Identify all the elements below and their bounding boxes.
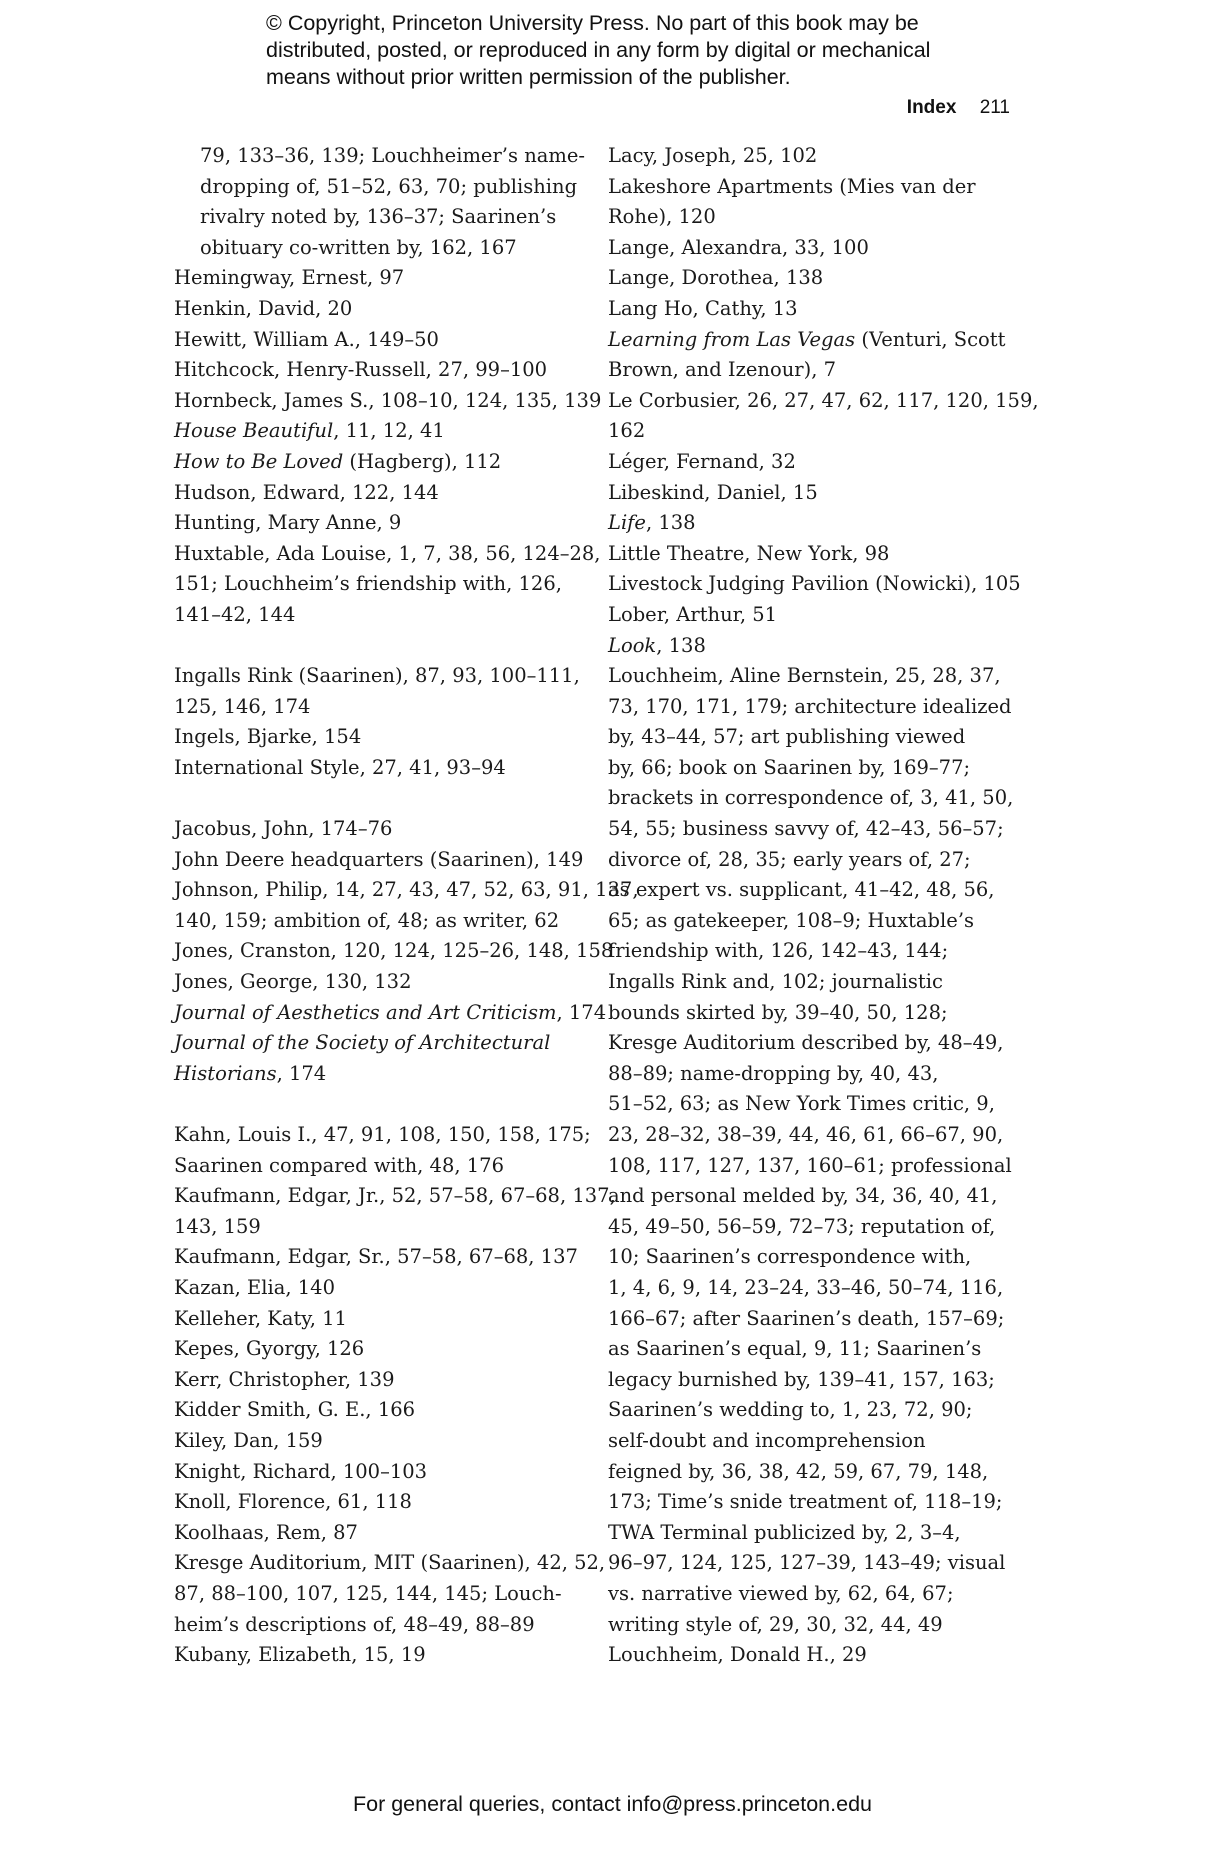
index-entry	[174, 1518, 594, 1549]
index-entry	[174, 1181, 616, 1242]
index-entry-line: Hewitt, William A., 149–50	[174, 327, 439, 351]
index-entry	[608, 386, 1048, 447]
index-entry-line: bounds skirted by, 39–40, 50, 128;	[608, 1000, 948, 1024]
index-entry	[174, 936, 614, 967]
copyright-line: distributed, posted, or reproduced in any form by digital or mechanical	[266, 38, 931, 62]
italic-title: Journal of Aesthetics and Art Criticism	[174, 1000, 557, 1024]
page-number: 211	[979, 97, 1010, 118]
index-entry	[174, 845, 594, 876]
index-entry	[174, 294, 594, 325]
index-entry	[608, 539, 1048, 570]
index-entry	[174, 263, 594, 294]
index-entry-line: 140, 159; ambition of, 48; as writer, 62	[174, 908, 560, 932]
index-entry-line: Kresge Auditorium, MIT (Saarinen), 42, 52,	[174, 1551, 606, 1575]
index-entry-line: Ingalls Rink (Saarinen), 87, 93, 100–111,	[174, 664, 580, 688]
index-entry-line: Kaufmann, Edgar, Sr., 57–58, 67–68, 137	[174, 1245, 578, 1269]
index-entry-line: divorce of, 28, 35; early years of, 27;	[608, 847, 971, 871]
index-entry-line: Livestock Judging Pavilion (Nowicki), 105	[608, 572, 1021, 596]
italic-title: How to Be Loved	[174, 449, 344, 473]
index-entry-line: Jones, George, 130, 132	[174, 970, 412, 994]
index-entry	[174, 1426, 594, 1457]
index-entry-line: Koolhaas, Rem, 87	[174, 1520, 358, 1544]
copyright-notice	[266, 10, 1006, 91]
index-entry-line: feigned by, 36, 38, 42, 59, 67, 79, 148,	[608, 1459, 989, 1483]
index-entry-line: Hitchcock, Henry-Russell, 27, 99–100	[174, 358, 548, 382]
index-entry-line: Louchheim, Donald H., 29	[608, 1643, 867, 1667]
index-entry-line: friendship with, 126, 142–43, 144;	[608, 939, 949, 963]
italic-title: Look	[608, 633, 657, 657]
index-column-right	[608, 141, 1048, 1671]
index-entry	[608, 1640, 1048, 1671]
letter-section-gap	[174, 1089, 594, 1120]
index-entry-line: by, 43–44, 57; art publishing viewed	[608, 725, 966, 749]
index-entry-line: Little Theatre, New York, 98	[608, 541, 890, 565]
index-entry	[174, 447, 594, 478]
index-entry-line: 88–89; name-dropping by, 40, 43,	[608, 1061, 939, 1085]
running-head-label: Index	[906, 97, 957, 118]
index-entry	[174, 1365, 594, 1396]
index-entry	[174, 722, 594, 753]
index-entry	[174, 1334, 594, 1365]
index-entry-line: Kiley, Dan, 159	[174, 1428, 323, 1452]
index-entry-line: obituary co-written by, 162, 167	[200, 235, 517, 259]
index-entry-line: Rohe), 120	[608, 205, 716, 229]
index-entry-line: Le Corbusier, 26, 27, 47, 62, 117, 120, 159,	[608, 388, 1039, 412]
index-entry	[174, 661, 594, 722]
index-entry-line: Henkin, David, 20	[174, 296, 353, 320]
index-entry-line: brackets in correspondence of, 3, 41, 50,	[608, 786, 1014, 810]
index-entry-line: Kelleher, Katy, 11	[174, 1306, 347, 1330]
index-entry-line: 87, 88–100, 107, 125, 144, 145; Louch-	[174, 1581, 562, 1605]
index-entry-line: Brown, and Izenour), 7	[608, 358, 837, 382]
italic-title: House Beautiful	[174, 419, 334, 443]
index-entry-line: Johnson, Philip, 14, 27, 43, 47, 52, 63, 91, 137,	[174, 878, 639, 902]
index-entry-line: 79, 133–36, 139; Louchheimer’s name-	[200, 144, 586, 167]
index-entry-line: Lacy, Joseph, 25, 102	[608, 144, 818, 167]
index-entry-line: Hemingway, Ernest, 97	[174, 266, 405, 290]
copyright-line: means without prior written permission of the publisher.	[266, 65, 791, 89]
index-entry	[174, 478, 594, 509]
index-entry	[174, 416, 594, 447]
index-entry-line: Kresge Auditorium described by, 48–49,	[608, 1031, 1004, 1055]
index-entry-line: Lange, Dorothea, 138	[608, 266, 824, 290]
index-entry-line: Kubany, Elizabeth, 15, 19	[174, 1643, 426, 1667]
index-entry: Journal of the Society of Architectural Historians, 174	[174, 1028, 594, 1089]
index-entry-line: 96–97, 124, 125, 127–39, 143–49; visual	[608, 1551, 1006, 1575]
italic-title: Journal of the Society of Architectural	[174, 1031, 551, 1055]
index-entry-line: TWA Terminal publicized by, 2, 3–4,	[608, 1520, 961, 1544]
index-entry	[174, 967, 594, 998]
index-entry-line: Knoll, Florence, 61, 118	[174, 1490, 412, 1514]
index-entry-line: dropping of, 51–52, 63, 70; publishing	[200, 174, 578, 198]
index-entry-line: 10; Saarinen’s correspondence with,	[608, 1245, 972, 1269]
index-entry-line: Ingalls Rink and, 102; journalistic	[608, 970, 943, 994]
index-entry-line: 143, 159	[174, 1214, 261, 1238]
index-entry-line: Jacobus, John, 174–76	[174, 817, 393, 841]
index-entry-line: Ingels, Bjarke, 154	[174, 725, 362, 749]
index-entry-line: Hornbeck, James S., 108–10, 124, 135, 139	[174, 388, 602, 412]
index-entry-line: Lang Ho, Cathy, 13	[608, 296, 798, 320]
index-entry-line: Life, 138	[608, 511, 696, 535]
footer-contact: For general queries, contact info@press.princeton.edu	[352, 1792, 872, 1816]
copyright-line: © Copyright, Princeton University Press. No part of this book may be	[266, 11, 919, 35]
italic-title: Life	[608, 511, 646, 535]
index-entry-line: Libeskind, Daniel, 15	[608, 480, 818, 504]
letter-section-gap	[174, 631, 594, 662]
index-entry	[174, 1487, 594, 1518]
index-entry	[608, 631, 1048, 662]
index-entry-line: 23, 28–32, 38–39, 44, 46, 61, 66–67, 90,	[608, 1123, 1004, 1146]
index-entry	[174, 1242, 594, 1273]
index-entry	[174, 386, 602, 417]
index-entry-line: 51–52, 63; as New York Times critic, 9,	[608, 1092, 995, 1116]
index-entry	[608, 294, 1048, 325]
index-entry-line: 151; Louchheim’s friendship with, 126,	[174, 572, 562, 596]
index-entry	[174, 1120, 594, 1181]
index-entry-line: vs. narrative viewed by, 62, 64, 67;	[608, 1581, 954, 1605]
index-entry	[174, 539, 601, 631]
index-entry-line: Kidder Smith, G. E., 166	[174, 1398, 416, 1422]
index-entry	[174, 325, 594, 356]
index-entry-line: rivalry noted by, 136–37; Saarinen’s	[200, 205, 557, 229]
index-entry	[608, 172, 1048, 233]
index-entry	[608, 508, 1048, 539]
index-entry	[608, 263, 1048, 294]
index-entry-line: Hunting, Mary Anne, 9	[174, 511, 402, 535]
index-entry	[608, 325, 1048, 386]
index-entry	[608, 233, 1048, 264]
index-entry-line: How to Be Loved (Hagberg), 112	[174, 449, 502, 473]
index-entry-line: by, 66; book on Saarinen by, 169–77;	[608, 755, 971, 779]
index-entry	[174, 1395, 594, 1426]
index-entry-line: John Deere headquarters (Saarinen), 149	[174, 847, 584, 871]
index-entry	[608, 569, 1048, 600]
index-entry-line: 166–67; after Saarinen’s death, 157–69;	[608, 1306, 1005, 1330]
index-entry-line: 162	[608, 419, 646, 443]
italic-title: Historians	[174, 1061, 277, 1085]
index-entry-line: Jones, Cranston, 120, 124, 125–26, 148, 158	[174, 939, 614, 963]
index-entry-line: as expert vs. supplicant, 41–42, 48, 56,	[608, 878, 995, 902]
index-entry-line: Kaufmann, Edgar, Jr., 52, 57–58, 67–68, 137,	[174, 1184, 616, 1208]
index-entry-line: heim’s descriptions of, 48–49, 88–89	[174, 1612, 535, 1636]
index-entry-line: 73, 170, 171, 179; architecture idealized	[608, 694, 1012, 718]
index-entry-line: writing style of, 29, 30, 32, 44, 49	[608, 1612, 943, 1636]
index-entry-line: Look, 138	[608, 633, 706, 657]
index-entry-line: Saarinen compared with, 48, 176	[174, 1153, 504, 1177]
index-entry-line: 65; as gatekeeper, 108–9; Huxtable’s	[608, 908, 975, 932]
index-entry-line: Kerr, Christopher, 139	[174, 1367, 395, 1391]
index-entry-continued	[174, 141, 594, 263]
index-entry	[174, 1304, 594, 1335]
index-entry-line: 173; Time’s snide treatment of, 118–19;	[608, 1490, 1003, 1514]
index-entry-line: and personal melded by, 34, 36, 40, 41,	[608, 1184, 998, 1208]
index-entry-line: Learning from Las Vegas (Venturi, Scott	[608, 327, 1006, 351]
index-entry	[174, 355, 594, 386]
index-entry	[608, 661, 1048, 1640]
index-entry	[608, 600, 1048, 631]
index-entry-line: Kepes, Gyorgy, 126	[174, 1337, 365, 1361]
index-entry	[608, 447, 1048, 478]
index-entry-line: 45, 49–50, 56–59, 72–73; reputation of,	[608, 1214, 996, 1238]
index-entry-line: International Style, 27, 41, 93–94	[174, 755, 506, 779]
index-entry	[174, 1548, 606, 1640]
index-entry-line: legacy burnished by, 139–41, 157, 163;	[608, 1367, 995, 1391]
index-entry-line: Lober, Arthur, 51	[608, 602, 778, 626]
italic-title: Learning from Las Vegas	[608, 327, 856, 351]
index-entry-line: Huxtable, Ada Louise, 1, 7, 38, 56, 124–28,	[174, 541, 601, 565]
index-entry-line: 1, 4, 6, 9, 14, 23–24, 33–46, 50–74, 116,	[608, 1275, 1004, 1299]
index-entry	[174, 1640, 594, 1671]
running-head	[907, 97, 1010, 119]
index-entry-line: Hudson, Edward, 122, 144	[174, 480, 439, 504]
index-entry	[174, 998, 607, 1029]
index-entry	[174, 508, 594, 539]
index-entry-line: Louchheim, Aline Bernstein, 25, 28, 37,	[608, 664, 1001, 688]
index-entry	[608, 141, 1048, 172]
index-entry-line: Kazan, Elia, 140	[174, 1275, 335, 1299]
index-entry	[174, 875, 639, 936]
index-entry-line: Lange, Alexandra, 33, 100	[608, 235, 869, 259]
index-entry-line: House Beautiful, 11, 12, 41	[174, 419, 445, 443]
index-entry-line: 141–42, 144	[174, 602, 296, 626]
index-entry-line: as Saarinen’s equal, 9, 11; Saarinen’s	[608, 1337, 982, 1361]
index-entry-line: 108, 117, 127, 137, 160–61; professional	[608, 1153, 1012, 1177]
index-entry-line: Journal of Aesthetics and Art Criticism, 174	[174, 1000, 607, 1024]
index-entry-line: Knight, Richard, 100–103	[174, 1459, 428, 1483]
index-entry-line: 125, 146, 174	[174, 694, 311, 718]
index-entry	[174, 1457, 594, 1488]
index-entry-line: Saarinen’s wedding to, 1, 23, 72, 90;	[608, 1398, 973, 1422]
index-entry	[174, 814, 594, 845]
index-entry	[608, 478, 1048, 509]
index-entry-line: Kahn, Louis I., 47, 91, 108, 150, 158, 175;	[174, 1123, 591, 1146]
index-entry-line: Léger, Fernand, 32	[608, 449, 796, 473]
index-entry	[174, 753, 594, 784]
letter-section-gap	[174, 783, 594, 814]
index-entry-line: Lakeshore Apartments (Mies van der	[608, 174, 976, 198]
index-entry	[174, 1273, 594, 1304]
index-entry-line: 54, 55; business savvy of, 42–43, 56–57;	[608, 817, 1004, 841]
index-entry-line: self-doubt and incomprehension	[608, 1428, 926, 1452]
